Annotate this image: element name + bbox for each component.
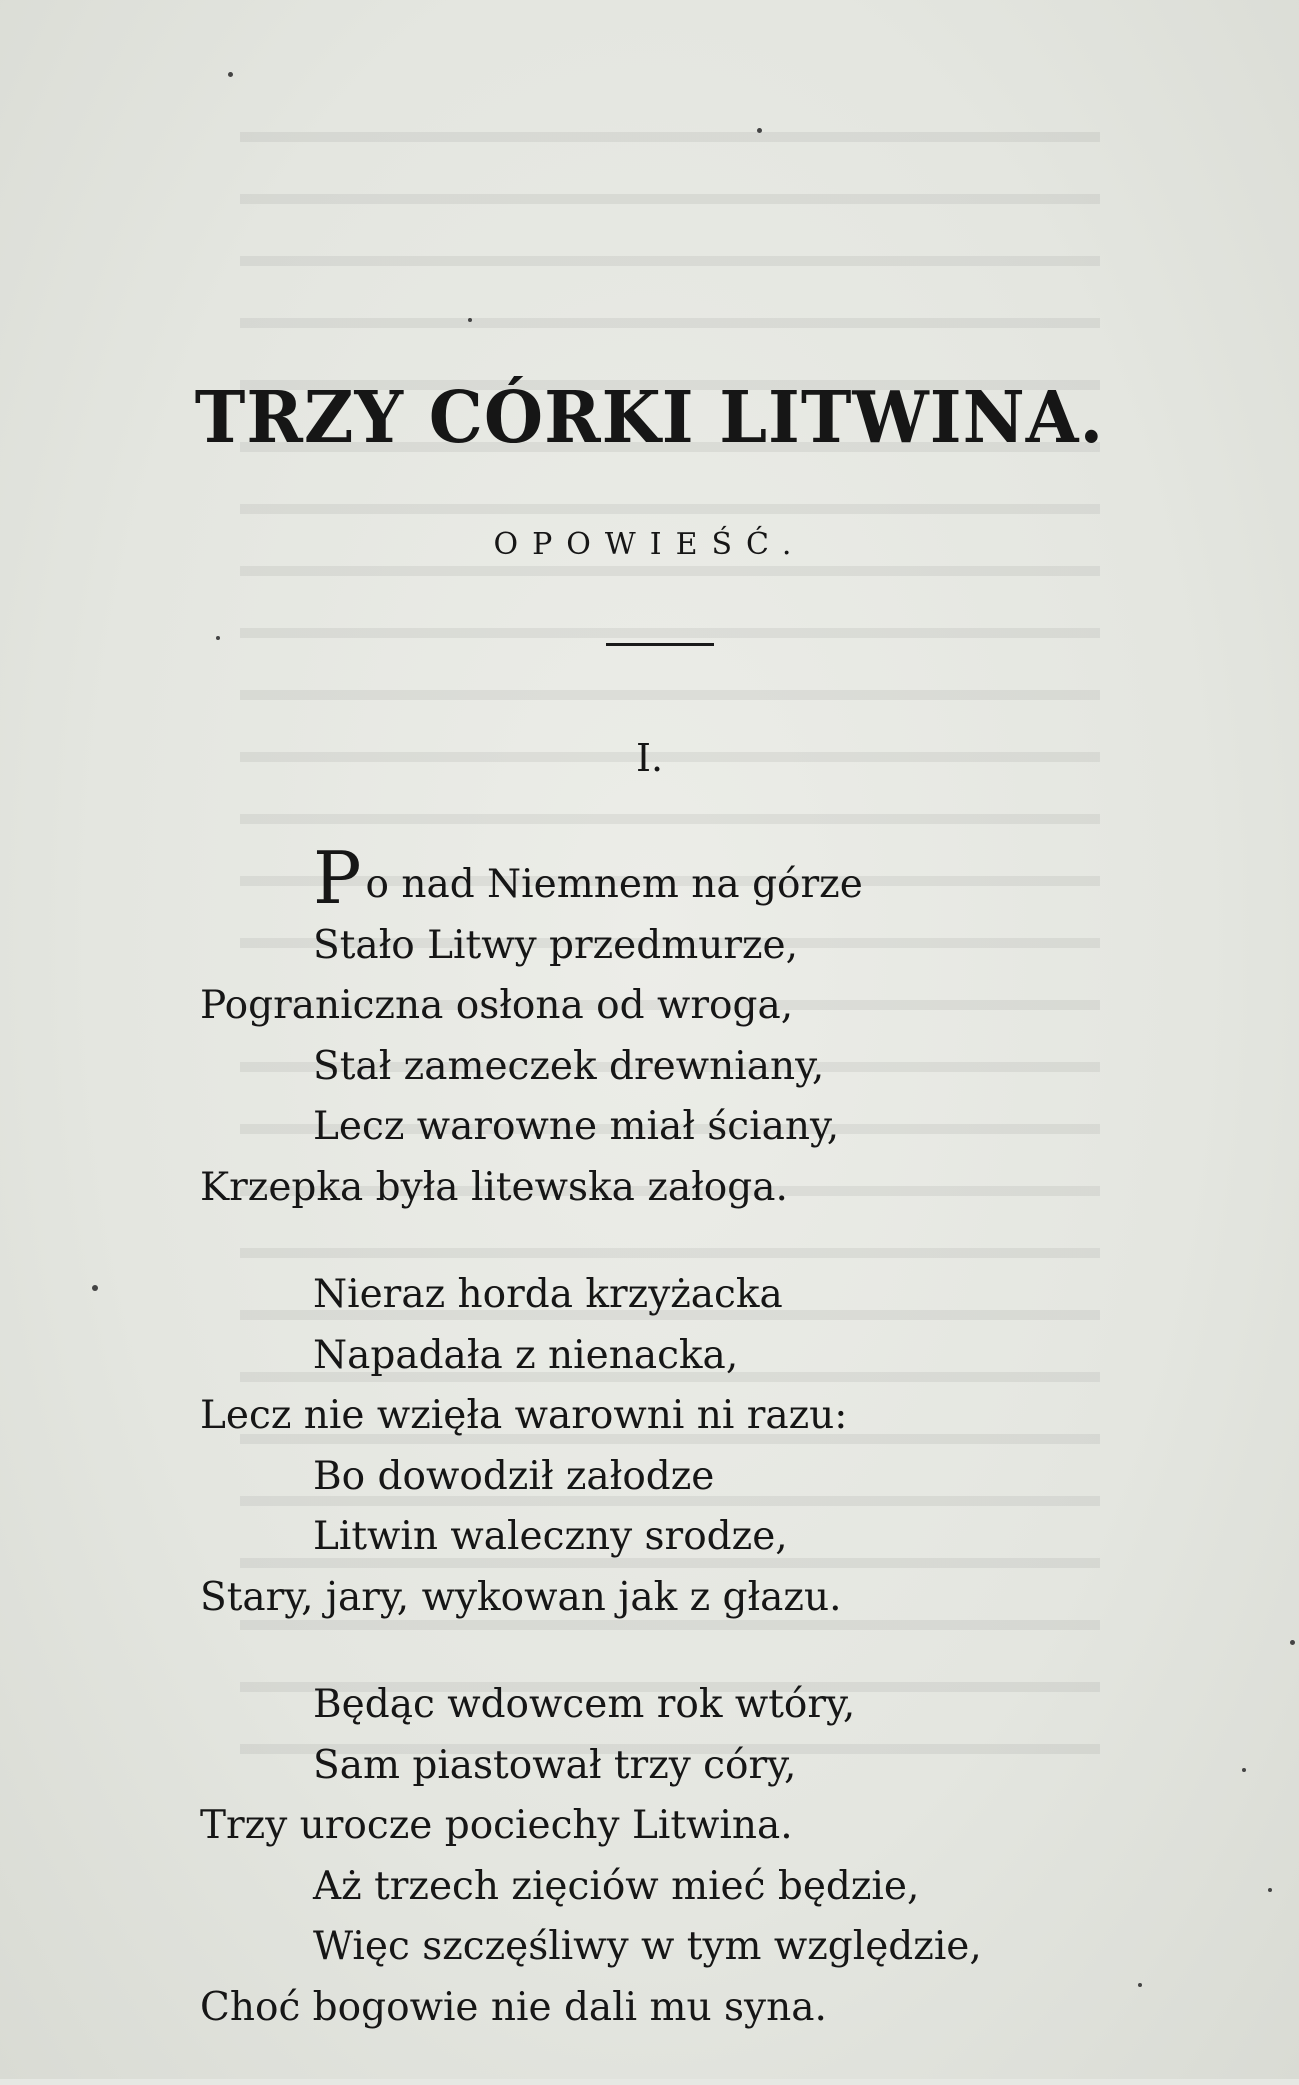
verse-line: Pograniczna osłona od wroga, [200,983,794,1028]
verse-line: Choć bogowie nie dali mu syna. [200,1984,827,2030]
verse-line: Napadała z nienacka, [313,1332,739,1378]
paper-speck [92,1285,98,1291]
verse-line: Sam piastował trzy córy, [313,1742,797,1788]
poem-body [200,836,1100,2085]
verse-line: Litwin waleczny srodze, [313,1514,788,1559]
verse-line-rest: o nad Niemnem na górze [365,862,863,907]
stanza-2 [200,1265,1100,1628]
poem-title: TRZY CÓRKI LITWINA. [194,376,1105,460]
stanza-3 [200,1675,1100,2038]
verse-line: Stało Litwy przedmurze, [313,922,798,968]
verse-line: Lecz warowne miał ściany, [313,1104,840,1149]
verse-line: Krzepka była litewska załoga. [200,1164,788,1210]
verse-line: Aż trzech zięciów mieć będzie, [313,1863,920,1909]
stanza-1 [200,836,1100,1218]
verse-line: Będąc wdowcem rok wtóry, [313,1682,856,1727]
verse-line: Lecz nie wzięła warowni ni razu: [200,1393,848,1438]
paper-speck [1290,1640,1295,1645]
drop-cap: P [313,836,362,920]
verse-line: Trzy urocze pociechy Litwina. [200,1803,793,1848]
paper-speck [1242,1768,1246,1772]
paper-speck [1138,1983,1142,1987]
verse-line: Więc szczęśliwy w tym względzie, [313,1924,982,1969]
verse-line: Bo dowodził załodze [313,1453,715,1499]
verse-line [200,836,1100,920]
paper-speck [1268,1888,1272,1892]
poem-subtitle: OPOWIEŚĆ. [493,527,806,562]
verse-line: Stał zameczek drewniany, [313,1043,825,1089]
paper-speck [216,636,220,640]
paper-speck [468,318,472,322]
divider-rule [606,643,714,646]
paper-speck [228,72,233,77]
section-number: I. [635,736,664,780]
paper-speck [757,128,762,133]
verse-line: Stary, jary, wykowan jak z głazu. [200,1574,842,1620]
verse-line: Nieraz horda krzyżacka [313,1272,783,1317]
